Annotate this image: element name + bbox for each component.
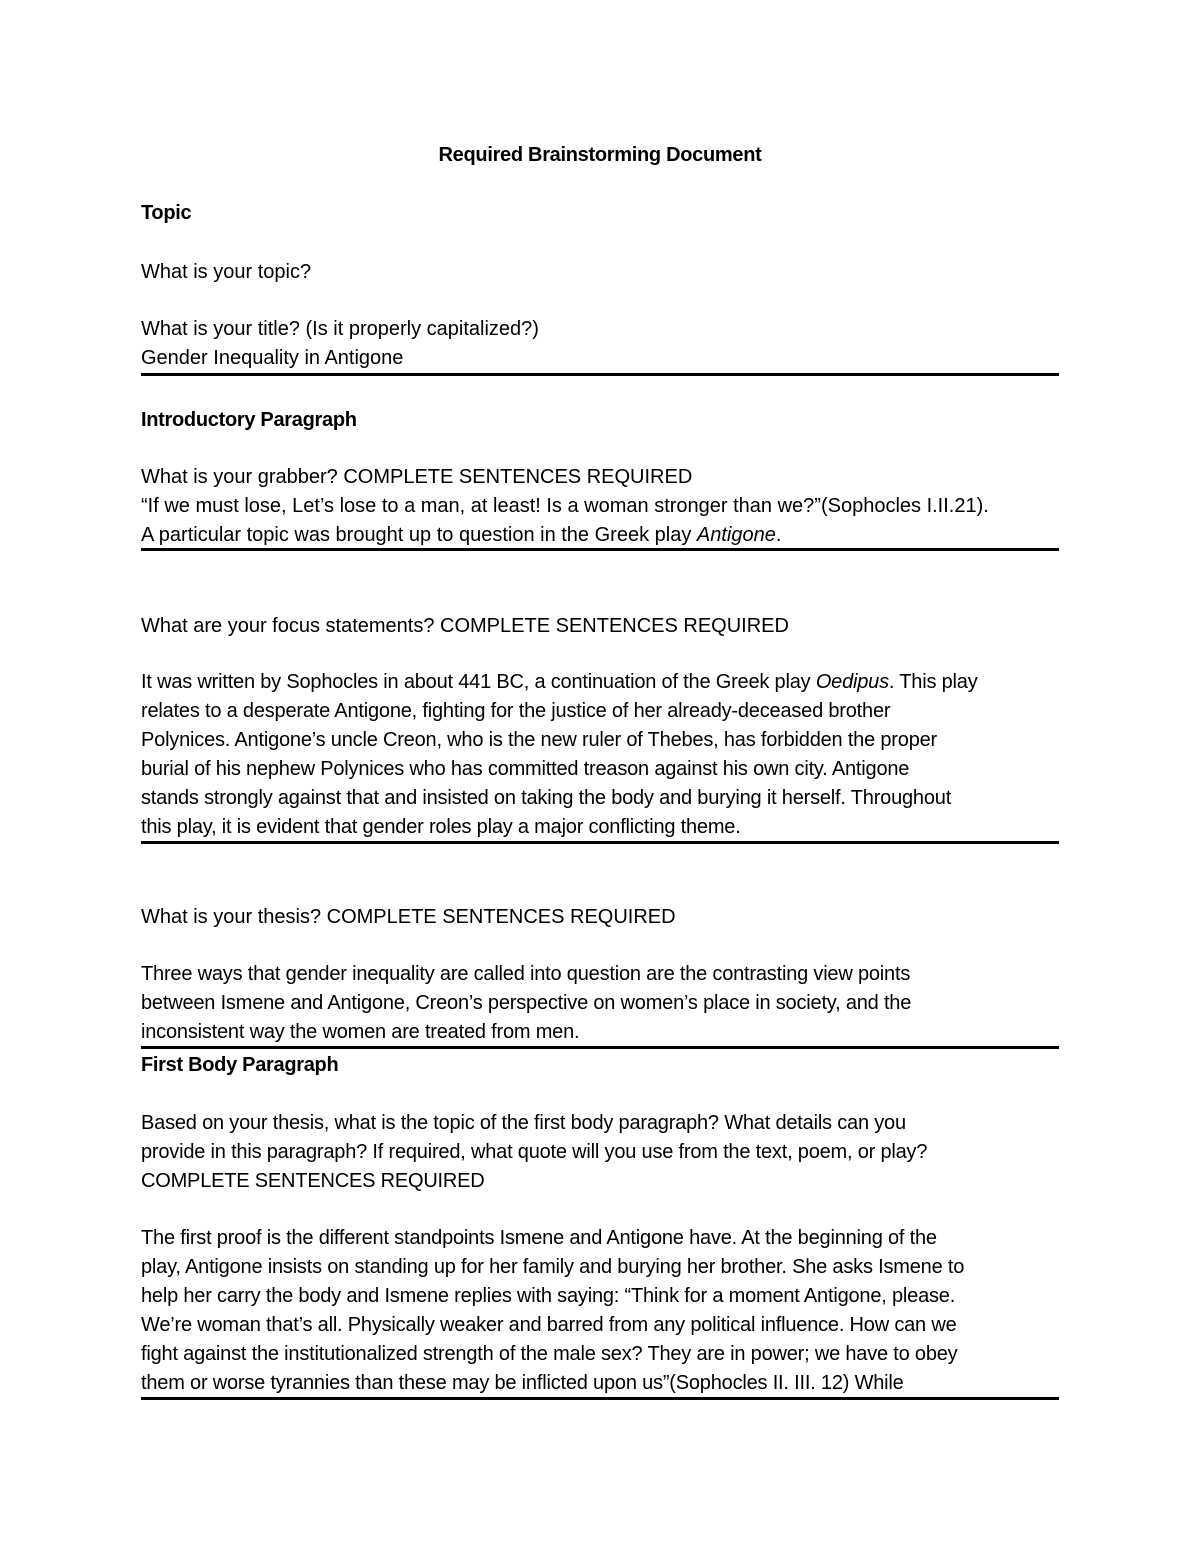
grabber-text: A particular topic was brought up to question in the Greek play <box>141 524 697 546</box>
body1-question-line: provide in this paragraph? If required, what quote will you use from the text, poem, or play? <box>141 1141 928 1163</box>
grabber-answer-line <box>141 521 781 550</box>
topic-heading: Topic <box>141 202 192 224</box>
section-divider <box>141 1397 1059 1400</box>
grabber-answer-line: “If we must lose, Let’s lose to a man, at least! Is a woman stronger than we?”(Sophocles I.II.21). <box>141 495 989 517</box>
body1-answer-line: them or worse tyrannies than these may be inflicted upon us”(Sophocles II. III. 12) While <box>141 1372 904 1394</box>
body1-question-line: Based on your thesis, what is the topic of the first body paragraph? What details can you <box>141 1112 906 1134</box>
focus-answer-line: this play, it is evident that gender roles play a major conflicting theme. <box>141 816 741 838</box>
focus-text: It was written by Sophocles in about 441 BC, a continuation of the Greek play <box>141 671 816 693</box>
section-divider <box>141 841 1059 844</box>
intro-heading: Introductory Paragraph <box>141 409 357 431</box>
body1-heading: First Body Paragraph <box>141 1054 339 1076</box>
section-divider <box>141 1046 1059 1049</box>
title-question: What is your title? (Is it properly capitalized?) <box>141 318 539 340</box>
focus-answer <box>141 668 1059 842</box>
play-title-italic: Oedipus <box>815 671 889 693</box>
grabber-end: . <box>775 524 782 546</box>
body1-answer <box>141 1224 1059 1398</box>
thesis-answer-line: inconsistent way the women are treated from men. <box>141 1021 580 1043</box>
thesis-question: What is your thesis? COMPLETE SENTENCES REQUIRED <box>141 906 676 928</box>
body1-answer-line: The first proof is the different standpoints Ismene and Antigone have. At the beginning of the <box>141 1227 937 1249</box>
focus-answer-line: relates to a desperate Antigone, fighting for the justice of her already-deceased brother <box>141 700 891 722</box>
grabber-question: What is your grabber? COMPLETE SENTENCES REQUIRED <box>141 466 693 488</box>
section-divider <box>141 548 1059 551</box>
body1-answer-line: fight against the institutionalized strength of the male sex? They are in power; we have to obey <box>141 1343 958 1365</box>
document-title: Required Brainstorming Document <box>438 144 762 166</box>
topic-question: What is your topic? <box>141 261 312 283</box>
thesis-answer-line: Three ways that gender inequality are called into question are the contrasting view points <box>141 963 911 985</box>
focus-question: What are your focus statements? COMPLETE SENTENCES REQUIRED <box>141 615 789 637</box>
title-answer: Gender Inequality in Antigone <box>141 347 404 369</box>
play-title-italic: Antigone <box>696 524 776 546</box>
focus-answer-line <box>141 668 1059 697</box>
body1-answer-line: help her carry the body and Ismene replies with saying: “Think for a moment Antigone, please. <box>141 1285 956 1307</box>
body1-question <box>141 1109 1059 1196</box>
section-divider <box>141 373 1059 376</box>
focus-answer-line: stands strongly against that and insisted on taking the body and burying it herself. Throughout <box>141 787 952 809</box>
focus-answer-line: Polynices. Antigone’s uncle Creon, who is the new ruler of Thebes, has forbidden the proper <box>141 729 937 751</box>
body1-answer-line: play, Antigone insists on standing up for her family and burying her brother. She asks Ismene to <box>141 1256 965 1278</box>
focus-answer-line: burial of his nephew Polynices who has committed treason against his own city. Antigone <box>141 758 910 780</box>
body1-question-line: COMPLETE SENTENCES REQUIRED <box>141 1170 485 1192</box>
thesis-answer <box>141 960 1059 1047</box>
body1-answer-line: We’re woman that’s all. Physically weaker and barred from any political influence. How can we <box>141 1314 957 1336</box>
thesis-answer-line: between Ismene and Antigone, Creon’s perspective on women’s place in society, and the <box>141 992 912 1014</box>
focus-text: . This play <box>888 671 978 693</box>
